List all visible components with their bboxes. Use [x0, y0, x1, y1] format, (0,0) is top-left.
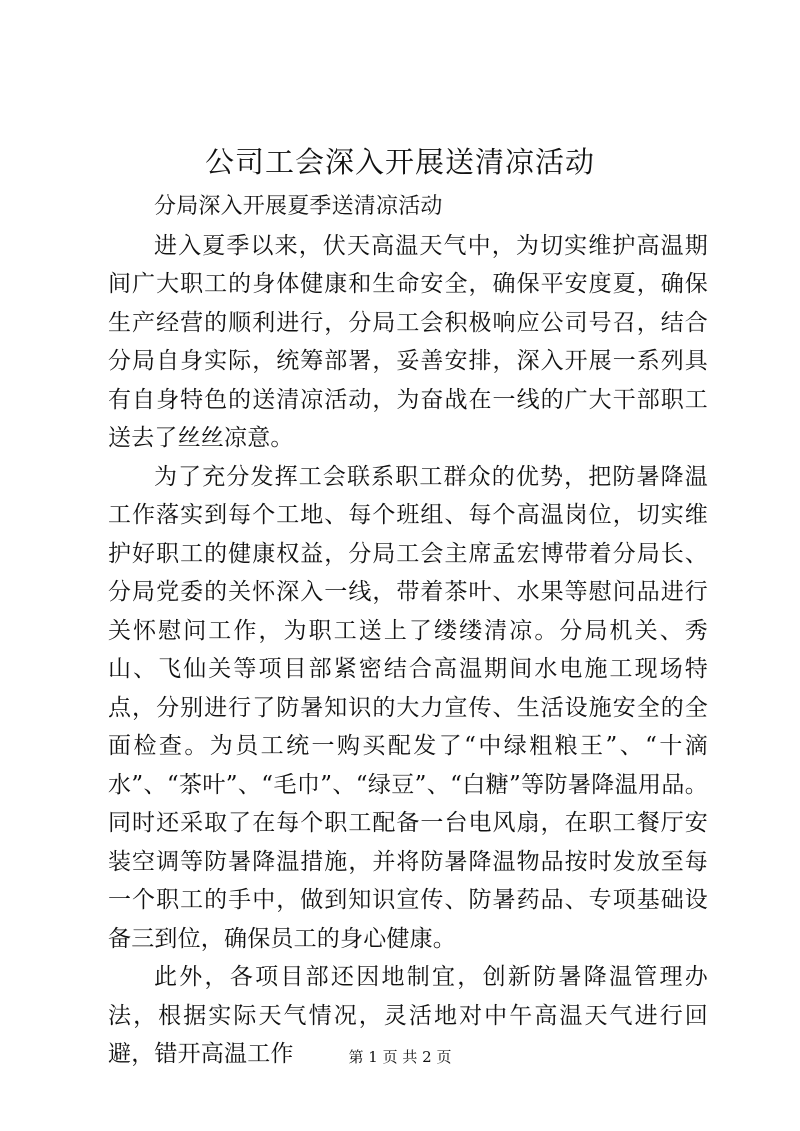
page-footer: 第 1 页 共 2 页	[348, 1048, 452, 1066]
paragraph-1: 进入夏季以来，伏天高温天气中，为切实维护高温期间广大职工的身体健康和生命安全，确保平安度夏，确保生产经营的顺利进行，分局工会积极响应公司号召，结合分局自身实际，统筹部署，妥善安排，深入开展一系列具有自身特色的送清凉活动，为奋战在一线的广大干部职工送去了丝丝凉意。	[108, 232, 708, 451]
paragraph-3: 此外，各项目部还因地制宜，创新防暑降温管理办法，根据实际天气情况，灵活地对中午高温天气进行回避，错开高温工作	[108, 964, 708, 1067]
document-title: 公司工会深入开展送清凉活动	[204, 145, 595, 179]
document-body	[108, 188, 708, 1074]
document-subtitle: 分局深入开展夏季送清凉活动	[154, 194, 443, 219]
paragraph-2: 为了充分发挥工会联系职工群众的优势，把防暑降温工作落实到每个工地、每个班组、每个高温岗位，切实维护好职工的健康权益，分局工会主席孟宏博带着分局长、分局党委的关怀深入一线，带着茶叶、水果等慰问品进行关怀慰问工作，为职工送上了缕缕清凉。分局机关、秀山、飞仙关等项目部紧密结合高温期间水电施工现场特点，分别进行了防暑知识的大力宣传、生活设施安全的全面检查。为员工统一购买配发了“中绿粗粮王”、“十滴水”、“茶叶”、“毛巾”、“绿豆”、“白糖”等防暑降温用品。同时还采取了在每个职工配备一台电风扇，在职工餐厅安装空调等防暑降温措施，并将防暑降温物品按时发放至每一个职工的手中，做到知识宣传、防暑药品、专项基础设备三到位，确保员工的身心健康。	[108, 463, 708, 952]
